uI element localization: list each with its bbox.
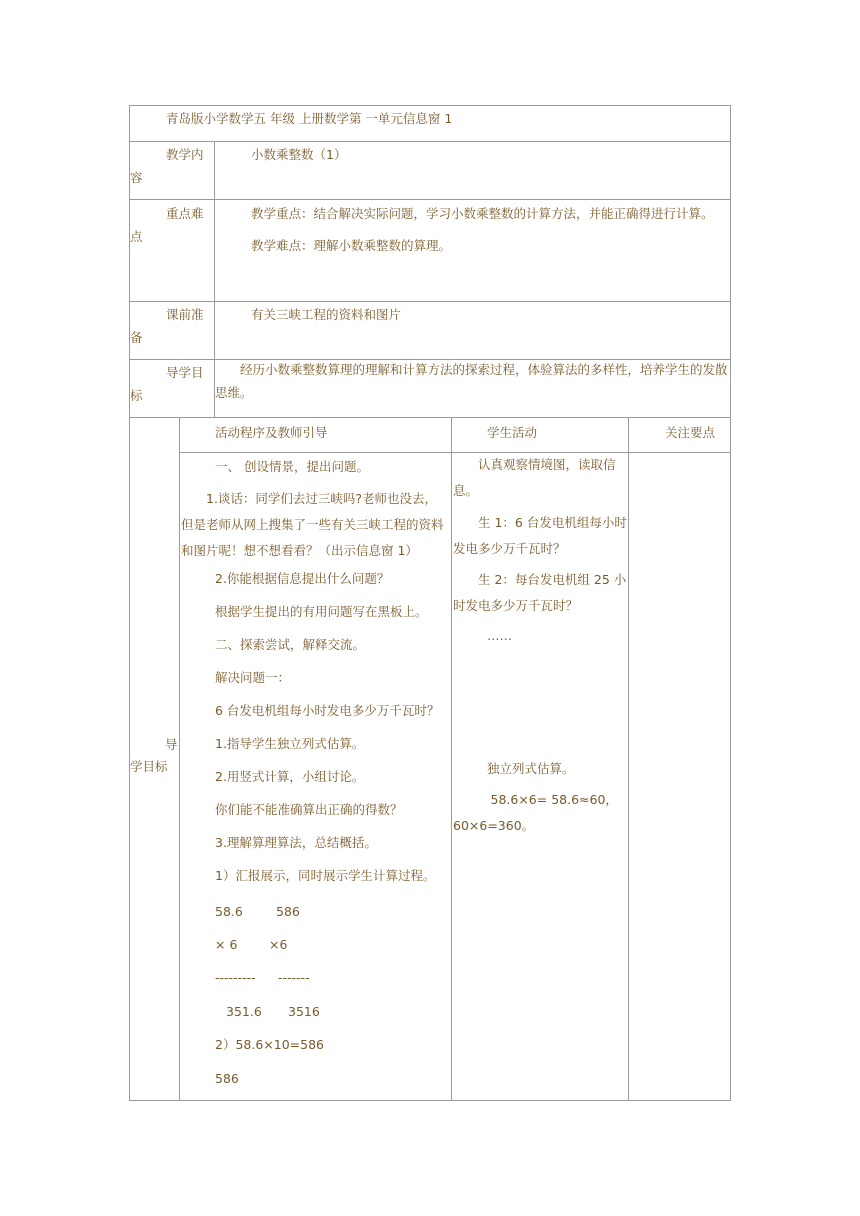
- student-activity-ellipsis: ……: [487, 628, 512, 643]
- calc-result-a: 351.6: [226, 1004, 262, 1019]
- row-divider: [130, 301, 730, 302]
- page-title: 青岛版小学数学五 年级 上册数学第 一单元信息窗 1: [166, 111, 453, 126]
- col-divider: [628, 417, 629, 1100]
- activity-side-label: 导: [165, 737, 178, 752]
- calc-multiplier-a: × 6: [215, 937, 238, 952]
- prep-value: 有关三峡工程的资料和图片: [251, 307, 402, 322]
- content-label: 教学内: [166, 147, 204, 162]
- student-activity-4: 独立列式估算。: [487, 761, 575, 776]
- section-heading-2: 二、探索尝试，解释交流。: [215, 637, 366, 652]
- teacher-step-7: 2）58.6×10=586: [215, 1037, 324, 1052]
- header-focus: 关注要点: [665, 425, 716, 440]
- teacher-step-6: 1）汇报展示，同时展示学生计算过程。: [215, 868, 436, 883]
- activity-side-label-cont: 学目标: [130, 759, 168, 774]
- keypoints-line-2: 教学难点：理解小数乘整数的算理。: [251, 238, 452, 253]
- row-divider: [130, 417, 730, 418]
- content-value: 小数乘整数（1）: [251, 147, 347, 162]
- row-divider: [130, 199, 730, 200]
- teacher-step-5: 3.理解算理算法，总结概括。: [215, 835, 377, 850]
- goal-value: 经历小数乘整数算理的理解和计算方法的探索过程，体验算法的多样性，培养学生的发散思维。: [215, 362, 728, 400]
- teacher-step-2: 2.你能根据信息提出什么问题？: [215, 571, 390, 586]
- keypoints-label-cont: 点: [130, 229, 143, 244]
- header-teacher: 活动程序及教师引导: [215, 425, 328, 440]
- prep-label: 课前准: [166, 307, 204, 322]
- prep-label-cont: 备: [130, 330, 143, 345]
- row-divider: [130, 141, 730, 142]
- teacher-problem-label: 解决问题一：: [215, 670, 291, 685]
- teacher-problem: 6 台发电机组每小时发电多少万千瓦时？: [215, 703, 440, 718]
- teacher-step-1: 1.谈话：同学们去过三峡吗?老师也没去，但是老师从网上搜集了一些有关三峡工程的资料和图片呢！想不想看看？（出示信息窗 1）: [181, 491, 444, 558]
- calc-operand-b: 586: [276, 904, 300, 919]
- teacher-note: 根据学生提出的有用问题写在黑板上。: [215, 604, 428, 619]
- student-activity-1: 认真观察情境图，读取信息。: [453, 457, 616, 498]
- student-activity-2: 生 1：6 台发电机组每小时发电多少万千瓦时？: [453, 515, 627, 556]
- calc-rule-b: -------: [278, 970, 310, 985]
- student-activity-5: 58.6×6= 58.6≈60，60×6=360。: [453, 792, 618, 833]
- teacher-step-4: 2.用竖式计算，小组讨论。: [215, 769, 365, 784]
- calc-rule-a: ---------: [215, 970, 256, 985]
- col-divider: [451, 417, 452, 1100]
- keypoints-line-1: 教学重点：结合解决实际问题，学习小数乘整数的计算方法，并能正确得进行计算。: [251, 206, 714, 221]
- col-divider: [179, 417, 180, 1100]
- calc-operand-a: 58.6: [215, 904, 243, 919]
- lesson-plan-table: [129, 105, 731, 1101]
- goal-label-cont: 标: [130, 388, 143, 403]
- teacher-step-3: 1.指导学生独立列式估算。: [215, 736, 365, 751]
- calc-result-b: 3516: [288, 1004, 320, 1019]
- content-label-cont: 容: [130, 170, 143, 185]
- student-activity-3: 生 2：每台发电机组 25 小时发电多少万千瓦时？: [453, 572, 627, 613]
- section-heading-1: 一、 创设情景，提出问题。: [215, 459, 369, 474]
- calc-multiplier-b: ×6: [269, 937, 288, 952]
- goal-label: 导学目: [166, 365, 204, 380]
- teacher-question: 你们能不能准确算出正确的得数？: [215, 802, 403, 817]
- keypoints-label: 重点难: [166, 206, 204, 221]
- header-student: 学生活动: [487, 425, 538, 440]
- teacher-step-7-value: 586: [215, 1071, 239, 1086]
